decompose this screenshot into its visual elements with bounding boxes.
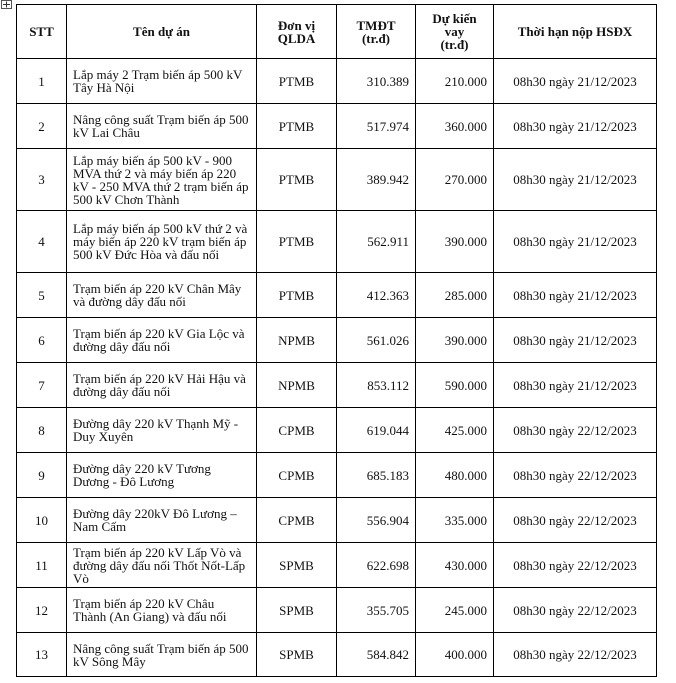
cell-project-name: Đường dây 220 kV Thạnh Mỹ - Duy Xuyên [67, 408, 257, 453]
cell-deadline: 08h30 ngày 22/12/2023 [494, 543, 657, 588]
cell-stt: 13 [17, 633, 67, 677]
cell-stt: 7 [17, 363, 67, 408]
cell-loan: 360.000 [416, 104, 494, 149]
cell-project-name: Nâng công suất Trạm biến áp 500 kV Lai Châu [67, 104, 257, 149]
cell-tmdt: 622.698 [337, 543, 416, 588]
cell-stt: 2 [17, 104, 67, 149]
cell-loan: 390.000 [416, 318, 494, 363]
cell-unit: NPMB [257, 318, 337, 363]
cell-tmdt: 310.389 [337, 59, 416, 104]
cell-tmdt: 412.363 [337, 273, 416, 318]
cell-loan: 270.000 [416, 149, 494, 211]
cell-deadline: 08h30 ngày 21/12/2023 [494, 273, 657, 318]
cell-stt: 6 [17, 318, 67, 363]
cell-unit: SPMB [257, 588, 337, 633]
header-stt: STT [17, 5, 67, 59]
cell-project-name: Trạm biến áp 220 kV Lấp Vò và đường dây đấu nối Thốt Nốt-Lấp Vò [67, 543, 257, 588]
cell-project-name: Lắp máy biến áp 500 kV thứ 2 và máy biến áp 220 kV trạm biến áp 500 kV Đức Hòa và đấu nối [67, 211, 257, 273]
cell-deadline: 08h30 ngày 21/12/2023 [494, 211, 657, 273]
header-loan-line3: (tr.đ) [440, 37, 469, 52]
cell-deadline: 08h30 ngày 22/12/2023 [494, 633, 657, 677]
cell-deadline: 08h30 ngày 21/12/2023 [494, 318, 657, 363]
cell-stt: 10 [17, 498, 67, 543]
cell-loan: 390.000 [416, 211, 494, 273]
table-row [17, 211, 657, 273]
cell-project-name: Lắp máy biến áp 500 kV - 900 MVA thứ 2 và máy biến áp 220 kV - 250 MVA thứ 2 trạm biến áp 500 kV Chơn Thành [67, 149, 257, 211]
table-row [17, 453, 657, 498]
cell-loan: 480.000 [416, 453, 494, 498]
table-row [17, 408, 657, 453]
cell-loan: 210.000 [416, 59, 494, 104]
cell-project-name: Đường dây 220kV Đô Lương – Nam Cấm [67, 498, 257, 543]
table-row [17, 318, 657, 363]
cell-unit: PTMB [257, 104, 337, 149]
cell-deadline: 08h30 ngày 22/12/2023 [494, 498, 657, 543]
cell-loan: 245.000 [416, 588, 494, 633]
header-deadline: Thời hạn nộp HSĐX [494, 5, 657, 59]
header-unit-line1: Đơn vị [277, 17, 316, 33]
table-move-handle-icon[interactable] [1, 0, 12, 9]
cell-tmdt: 561.026 [337, 318, 416, 363]
table-row [17, 498, 657, 543]
cell-deadline: 08h30 ngày 22/12/2023 [494, 588, 657, 633]
cell-stt: 8 [17, 408, 67, 453]
cell-unit: NPMB [257, 363, 337, 408]
header-unit-line2: QLDA [277, 30, 316, 46]
cell-loan: 400.000 [416, 633, 494, 677]
cell-project-name: Nâng công suất Trạm biến áp 500 kV Sông Mây [67, 633, 257, 677]
cell-project-name: Đường dây 220 kV Tương Dương - Đô Lương [67, 453, 257, 498]
table-header-row [17, 5, 657, 59]
table-row [17, 543, 657, 588]
cell-loan: 590.000 [416, 363, 494, 408]
header-loan-line1: Dự kiến [432, 11, 477, 26]
cell-tmdt: 389.942 [337, 149, 416, 211]
cell-loan: 285.000 [416, 273, 494, 318]
cell-deadline: 08h30 ngày 21/12/2023 [494, 59, 657, 104]
table-row [17, 149, 657, 211]
projects-table [16, 4, 657, 677]
cell-tmdt: 853.112 [337, 363, 416, 408]
cell-deadline: 08h30 ngày 21/12/2023 [494, 104, 657, 149]
cell-stt: 3 [17, 149, 67, 211]
header-project-name: Tên dự án [67, 5, 257, 59]
cell-stt: 4 [17, 211, 67, 273]
cell-project-name: Trạm biến áp 220 kV Chân Mây và đường dây đấu nối [67, 273, 257, 318]
cell-unit: CPMB [257, 408, 337, 453]
table-row [17, 633, 657, 677]
cell-unit: CPMB [257, 453, 337, 498]
header-loan-line2: vay [444, 24, 465, 39]
cell-deadline: 08h30 ngày 21/12/2023 [494, 149, 657, 211]
cell-stt: 9 [17, 453, 67, 498]
cell-unit: PTMB [257, 149, 337, 211]
cell-project-name: Lắp máy 2 Trạm biến áp 500 kV Tây Hà Nội [67, 59, 257, 104]
cell-unit: PTMB [257, 59, 337, 104]
cell-tmdt: 562.911 [337, 211, 416, 273]
header-unit [257, 5, 337, 59]
table-row [17, 363, 657, 408]
table-row [17, 104, 657, 149]
cell-unit: SPMB [257, 543, 337, 588]
cell-tmdt: 685.183 [337, 453, 416, 498]
cell-tmdt: 556.904 [337, 498, 416, 543]
cell-tmdt: 355.705 [337, 588, 416, 633]
header-tmdt-line1: TMĐT [356, 17, 396, 33]
cell-loan: 425.000 [416, 408, 494, 453]
cell-tmdt: 584.842 [337, 633, 416, 677]
cell-project-name: Trạm biến áp 220 kV Gia Lộc và đường dây đấu nối [67, 318, 257, 363]
cell-unit: CPMB [257, 498, 337, 543]
table-row [17, 59, 657, 104]
cell-loan: 335.000 [416, 498, 494, 543]
cell-deadline: 08h30 ngày 21/12/2023 [494, 363, 657, 408]
cell-unit: PTMB [257, 273, 337, 318]
cell-project-name: Trạm biến áp 220 kV Hải Hậu và đường dây đấu nối [67, 363, 257, 408]
table-row [17, 588, 657, 633]
header-tmdt [337, 5, 416, 59]
cell-stt: 11 [17, 543, 67, 588]
cell-tmdt: 517.974 [337, 104, 416, 149]
cell-stt: 12 [17, 588, 67, 633]
cell-deadline: 08h30 ngày 22/12/2023 [494, 453, 657, 498]
cell-stt: 5 [17, 273, 67, 318]
cell-deadline: 08h30 ngày 22/12/2023 [494, 408, 657, 453]
cell-project-name: Trạm biến áp 220 kV Châu Thành (An Giang) và đấu nối [67, 588, 257, 633]
header-tmdt-line2: (tr.đ) [361, 30, 391, 46]
cell-tmdt: 619.044 [337, 408, 416, 453]
cell-stt: 1 [17, 59, 67, 104]
cell-unit: PTMB [257, 211, 337, 273]
cell-unit: SPMB [257, 633, 337, 677]
header-loan [416, 5, 494, 59]
table-row [17, 273, 657, 318]
cell-loan: 430.000 [416, 543, 494, 588]
table-body [17, 59, 657, 677]
